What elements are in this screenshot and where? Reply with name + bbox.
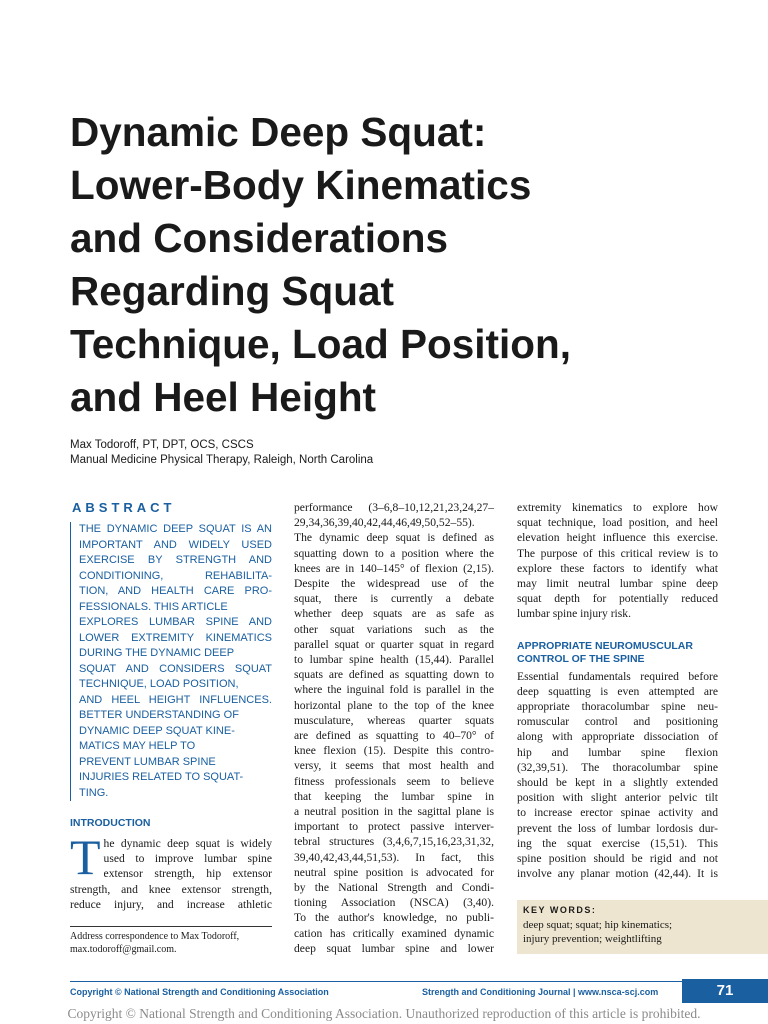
body-line: squatting down to a position where the [294,546,494,560]
body-line: fitness professionals seem to believe [294,774,494,788]
abstract-line: MATICS MAY HELP TO [79,740,196,752]
body-line: spine position should be rigid and not [517,852,718,866]
footer-rule [70,981,682,982]
body-line: extensor strength, hip extensor [103,867,272,881]
title-line: and Heel Height [70,374,377,420]
title-line: Technique, Load Position, [70,321,572,367]
heading-line: CONTROL OF THE SPINE [517,652,645,665]
body-line: by the National Strength and Condi- [294,881,494,895]
abstract-line: AND HEEL HEIGHT INFLUENCES. [79,693,272,706]
abstract-line: INJURIES RELATED TO SQUAT- [79,771,244,783]
body-line: where the inguinal fold is parallel in the [294,683,494,697]
body-line: whether deep squats are as safe as [294,607,494,621]
body-line: used to improve lumbar spine [103,852,272,866]
author-block [70,438,373,468]
body-line: knee flexion (15). Despite this contro- [294,744,494,758]
body-line: To the author's knowledge, no publi- [294,911,494,925]
body-line: involve any planar motion (42,44). It is [517,867,718,881]
body-line: other squat variations such as the [294,622,494,636]
footer-journal[interactable]: Strength and Conditioning Journal | www.nsca-scj.com [422,987,659,997]
body-line: tebral structures (3,4,6,7,15,16,23,31,32, [294,835,494,849]
footnote-email[interactable]: max.todoroff@gmail.com. [70,943,177,955]
keywords-box [517,900,768,954]
body-line: neutral spine position is advocated for [294,865,494,879]
footnote-line: Address correspondence to Max Todoroff, [70,931,240,942]
abstract-line: EXERCISE BY STRENGTH AND [79,554,272,566]
body-line: squats are defined as squatting down to [294,668,494,682]
abstract-line: SQUAT AND CONSIDERS SQUAT [79,662,272,675]
abstract-line: LOWER EXTREMITY KINEMATICS [79,631,272,644]
abstract-line: THE DYNAMIC DEEP SQUAT IS AN [79,523,272,535]
body-line: Despite the widespread use of the [294,577,494,591]
body-line: performance (3–6,8–10,12,21,23,24,27– [294,501,494,514]
body-line: may limit neutral lumbar spine deep [517,577,718,591]
body-line: Essential fundamentals required before [517,669,718,683]
body-line: (32,39,51). The thoracolumbar spine [517,760,718,774]
author-affiliation: Manual Medicine Physical Therapy, Raleigh, North Carolina [70,454,374,466]
body-line: to increase erector spinae activity and [517,806,718,820]
keywords-line: deep squat; squat; hip kinematics; [523,919,673,931]
body-line: a neutral position in the sagittal plane is [294,805,494,819]
body-line: versy, it seems that most health and [294,759,494,773]
keywords-line: injury prevention; weightlifting [523,933,662,945]
body-line: tioning Association (NSCA) (3,40). [294,896,494,910]
body-line: reduce injury, and increase athletic [70,897,272,911]
abstract-line: IMPORTANT AND WIDELY USED [79,538,272,551]
title-line: and Considerations [70,215,449,261]
abstract-body [70,522,272,801]
neuromuscular-heading [517,640,718,666]
abstract-line: TING. [79,786,109,799]
body-line: The dynamic deep squat is defined as [294,531,494,545]
body-line: knees are in 140–145° of flexion (2,15). [294,561,494,575]
abstract-line: DYNAMIC DEEP SQUAT KINE- [79,724,235,737]
title-line: Lower-Body Kinematics [70,162,532,208]
abstract-line: DURING THE DYNAMIC DEEP [79,647,235,659]
body-line: The purpose of this critical review is to [517,546,718,560]
body-line: along with appropriate dissociation of [517,730,718,744]
abstract-line: CONDITIONING, REHABILITA- [79,569,272,582]
copyright-notice: Copyright © National Strength and Conditioning Association. Unauthorized reproduction of this article is prohibited. [67,1006,701,1021]
body-line: should be kept in a slightly extended [517,776,718,790]
body-line: elevation height influence this exercise. [517,531,718,545]
body-line: deep squatting is even attempted are [517,684,718,698]
abstract-line: EXPLORES LUMBAR SPINE AND [79,616,272,628]
body-line: to lumbar spine health (15,44). Parallel [294,653,494,667]
title-line: Dynamic Deep Squat: [70,109,487,155]
keywords-list [523,918,768,946]
body-line: prevent the loss of lumbar lordosis dur- [517,821,718,835]
abstract-line: TECHNIQUE, LOAD POSITION, [79,678,239,690]
body-line: appropriate thoracolumbar spine neu- [517,700,718,714]
title-line: Regarding Squat [70,268,395,314]
column-3 [517,500,718,881]
abstract-heading: ABSTRACT [72,500,176,515]
article-title [70,106,750,424]
body-line: explore these factors to identify what [517,561,718,575]
body-line: deep squat lumbar spine and lower [294,941,494,955]
body-line: that keeping the lumbar spine in [294,789,494,803]
body-line: hip and lumbar spine flexion [517,745,718,759]
neuromuscular-body [517,669,718,882]
body-line: are defined as squatting to 40–70° of [294,729,494,743]
introduction-heading: INTRODUCTION [70,817,151,829]
body-line: extremity kinematics to explore how [517,501,718,514]
body-line: strength, and knee extensor strength, [70,882,272,896]
correspondence-footnote [70,926,272,956]
body-line: cation has critically examined dynamic [294,926,494,940]
body-line: squat, there is currently a debate [294,592,494,606]
heading-line: APPROPRIATE NEUROMUSCULAR [517,639,693,652]
body-line: he dynamic deep squat is widely [103,837,272,850]
intro-continuation [517,500,718,622]
body-line: position with slight anterior pelvic tilt [517,791,718,805]
keywords-title: KEY WORDS: [523,905,597,915]
introduction-body [70,829,272,912]
column-2 [294,500,494,956]
body-line: lumbar spine injury risk. [517,607,631,621]
abstract-line: PREVENT LUMBAR SPINE [79,755,216,768]
body-line: musculature, whereas quarter squats [294,713,494,727]
body-line: 39,40,42,43,44,51,53). In fact, this [294,850,494,864]
footer-copyright: Copyright © National Strength and Conditioning Association [70,987,329,997]
body-line: 29,34,36,39,40,42,44,46,49,50,52–55). [294,516,475,530]
body-line: horizontal plane to the top of the knee [294,698,494,712]
body-line: ing the squat exercise (15,51). This [517,836,718,850]
body-line: parallel squat or quarter squat in regard [294,637,494,651]
body-line: romuscular control and positioning [517,715,718,729]
abstract-line: BETTER UNDERSTANDING OF [79,709,239,721]
body-line: squat depth for potentially reduced [517,592,718,606]
author-name: Max Todoroff, PT, DPT, OCS, CSCS [70,439,254,451]
abstract-line: FESSIONALS. THIS ARTICLE [79,600,228,613]
page-number: 71 [682,979,768,1003]
drop-cap: T [70,829,101,885]
abstract-line: TION, AND HEALTH CARE PRO- [79,585,272,597]
body-line: important to protect passive interver- [294,820,494,834]
body-line: squat technique, load position, and heel [517,516,718,530]
column-1 [70,500,272,912]
